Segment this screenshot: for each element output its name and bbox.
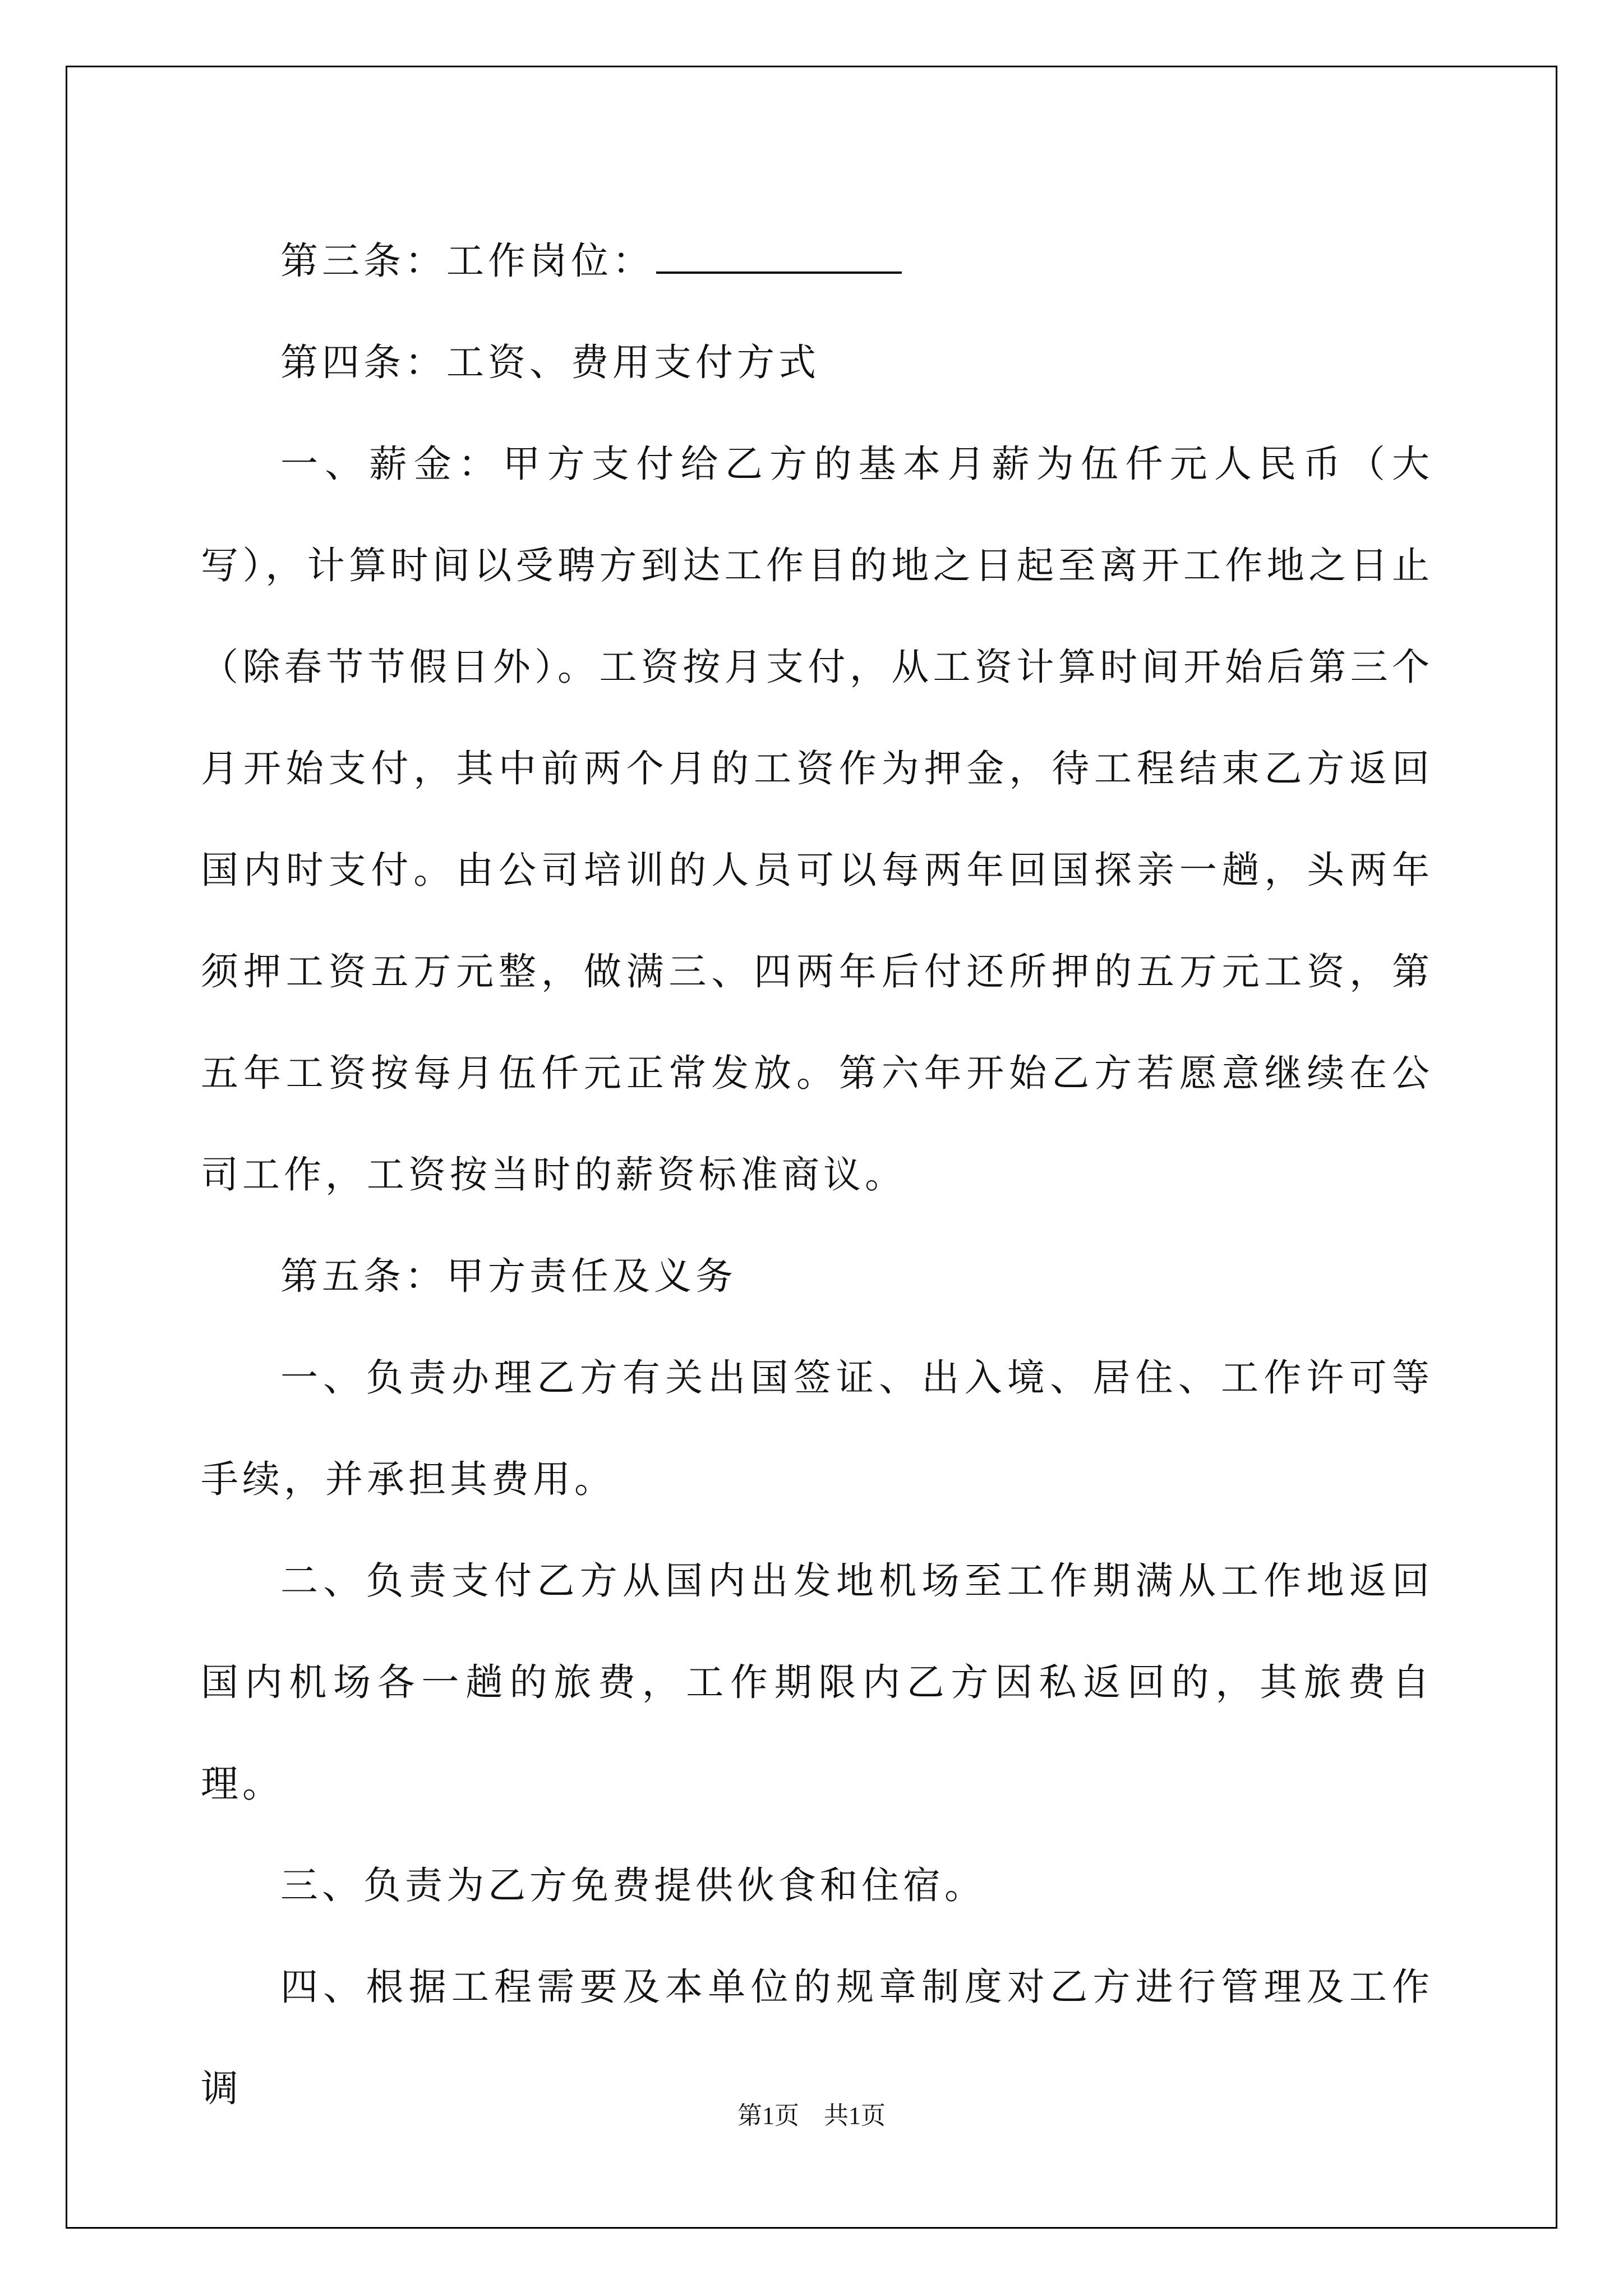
article-4-heading: 第四条：工资、费用支付方式: [280, 341, 820, 384]
page-number: 第1页: [737, 2102, 799, 2129]
article-3-heading: [201, 210, 1433, 312]
total-pages: 共1页: [824, 2102, 886, 2129]
duty-item-4: 四、根据工程需要及本单位的规章制度对乙方进行管理及工作调: [201, 1965, 1433, 2110]
duty-item-3: 三、负责为乙方免费提供伙食和住宿。: [280, 1864, 986, 1907]
document-body: [201, 210, 1433, 2139]
salary-paragraph: 一、薪金：甲方支付给乙方的基本月薪为伍仟元人民币（大写），计算时间以受聘方到达工作目的地之日起至离开工作地之日止（除春节节假日外）。工资按月支付，从工资计算时间开始后第三个月开始支付，其中前两个月的工资作为押金，待工程结束乙方返回国内时支付。由公司培训的人员可以每两年回国探亲一趟，头两年须押工资五万元整，做满三、四两年后付还所押的五万元工资，第五年工资按每月伍仟元正常发放。第六年开始乙方若愿意继续在公司工作，工资按当时的薪资标准商议。: [201, 442, 1433, 1197]
duty-item-1: 一、负责办理乙方有关出国签证、出入境、居住、工作许可等手续，并承担其费用。: [201, 1356, 1433, 1501]
job-position-blank: [656, 242, 902, 274]
duty-item-2: 二、负责支付乙方从国内出发地机场至工作期满从工作地返回国内机场各一趟的旅费，工作期限内乙方因私返回的，其旅费自理。: [201, 1559, 1433, 1806]
page-footer: [0, 2095, 1623, 2131]
article-5-heading: 第五条：甲方责任及义务: [280, 1254, 737, 1298]
article-3-text: 第三条：工作岗位：: [280, 239, 654, 283]
